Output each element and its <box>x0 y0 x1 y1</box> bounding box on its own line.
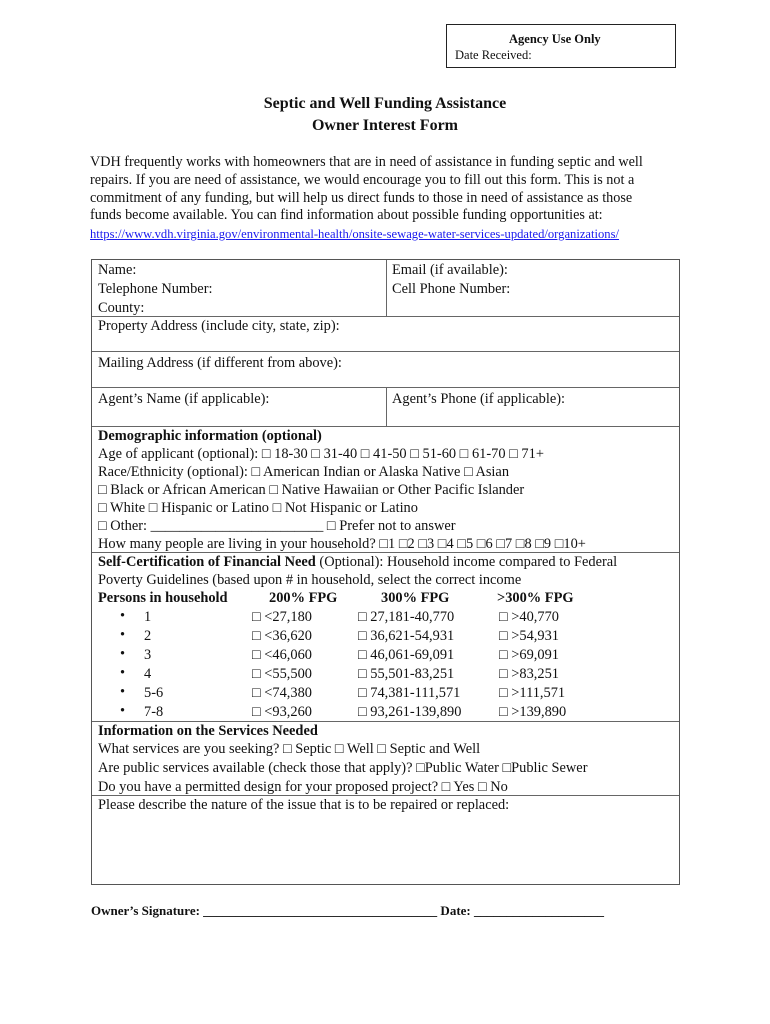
intro-line: VDH frequently works with homeowners that are in need of assistance in funding septic and well <box>90 154 643 170</box>
persons-value: 2 <box>144 628 152 644</box>
fpg300plus-option[interactable]: □ >40,770 <box>499 609 559 625</box>
form-title-line1: Septic and Well Funding Assistance <box>263 95 507 112</box>
intro-line: repairs. If you are need of assistance, we would encourage you to fill out this form. This is not a <box>90 171 635 188</box>
race-options-line3[interactable]: □ White □ Hispanic or Latino □ Not Hispanic or Latino <box>98 500 418 516</box>
column-divider <box>386 387 387 426</box>
row-divider <box>92 351 679 352</box>
col-300-header: 300% FPG <box>381 590 450 606</box>
fpg300plus-option[interactable]: □ >69,091 <box>499 647 559 663</box>
demographic-heading: Demographic information (optional) <box>98 428 322 444</box>
owner-signature-line[interactable]: Owner’s Signature: ____________________________________ Date: ____________________ <box>91 903 604 918</box>
fpg300-option[interactable]: □ 36,621-54,931 <box>358 628 455 644</box>
county-label[interactable]: County: <box>98 300 145 316</box>
agency-use-title: Agency Use Only <box>509 32 601 46</box>
persons-value: 3 <box>144 647 152 663</box>
funding-opportunities-link[interactable]: https://www.vdh.virginia.gov/environmental-health/onsite-sewage-water-services-updated/organizations/ <box>90 227 620 241</box>
financial-heading-bold: Self-Certification of Financial Need <box>98 554 316 570</box>
fpg200-option[interactable]: □ <74,380 <box>252 685 312 701</box>
financial-heading-rest: (Optional): Household income compared to Federal <box>315 554 618 570</box>
fpg200-option[interactable]: □ <55,500 <box>252 666 312 682</box>
intro-paragraph <box>90 154 690 225</box>
mailing-address-label[interactable]: Mailing Address (if different from above): <box>98 355 342 371</box>
fpg300-option[interactable]: □ 46,061-69,091 <box>358 647 455 663</box>
race-options-line4[interactable]: □ Other: ________________________ □ Prefer not to answer <box>98 518 456 534</box>
bullet-icon: • <box>120 703 126 719</box>
race-options-line2[interactable]: □ Black or African American □ Native Hawaiian or Other Pacific Islander <box>98 482 525 498</box>
permitted-design-options[interactable]: Do you have a permitted design for your proposed project? □ Yes □ No <box>98 779 508 795</box>
fpg300-option[interactable]: □ 27,181-40,770 <box>358 609 455 625</box>
col-200-header: 200% FPG <box>269 590 338 606</box>
issue-description-label[interactable]: Please describe the nature of the issue that is to be repaired or replaced: <box>98 797 510 813</box>
form-table <box>91 259 680 885</box>
cell-phone-label[interactable]: Cell Phone Number: <box>392 281 511 297</box>
fpg300plus-option[interactable]: □ >83,251 <box>499 666 559 682</box>
financial-subheading: Poverty Guidelines (based upon # in household, select the correct income <box>98 572 522 588</box>
race-options-line1[interactable]: Race/Ethnicity (optional): □ American Indian or Alaska Native □ Asian <box>98 464 510 480</box>
fpg200-option[interactable]: □ <36,620 <box>252 628 312 644</box>
fpg300plus-option[interactable]: □ >111,571 <box>499 685 566 701</box>
fpg300-option[interactable]: □ 93,261-139,890 <box>358 704 462 720</box>
email-label[interactable]: Email (if available): <box>392 262 508 278</box>
intro-line: commitment of any funding, but will help us direct funds to those in need of assistance as those <box>90 189 633 206</box>
persons-value: 1 <box>144 609 152 625</box>
form-title-line2: Owner Interest Form <box>311 117 459 134</box>
agency-use-box <box>446 24 676 68</box>
services-seeking-options[interactable]: What services are you seeking? □ Septic □ Well □ Septic and Well <box>98 741 481 757</box>
household-size-options[interactable]: How many people are living in your household? □1 □2 □3 □4 □5 □6 □7 □8 □9 □10+ <box>98 536 586 552</box>
bullet-icon: • <box>120 646 126 662</box>
col-persons-header: Persons in household <box>98 590 228 606</box>
bullet-icon: • <box>120 627 126 643</box>
fpg300plus-option[interactable]: □ >54,931 <box>499 628 559 644</box>
fpg200-option[interactable]: □ <46,060 <box>252 647 312 663</box>
column-divider <box>386 260 387 316</box>
financial-heading <box>98 553 617 571</box>
fpg200-option[interactable]: □ <27,180 <box>252 609 312 625</box>
fpg300-option[interactable]: □ 55,501-83,251 <box>358 666 455 682</box>
fpg300plus-option[interactable]: □ >139,890 <box>499 704 567 720</box>
public-services-options[interactable]: Are public services available (check those that apply)? □Public Water □Public Sewer <box>98 760 588 776</box>
persons-value: 5-6 <box>144 685 164 701</box>
telephone-label[interactable]: Telephone Number: <box>98 281 213 297</box>
name-label[interactable]: Name: <box>98 262 137 278</box>
bullet-icon: • <box>120 608 126 624</box>
fpg300-option[interactable]: □ 74,381-111,571 <box>358 685 461 701</box>
intro-line: funds become available. You can find information about possible funding opportunities at: <box>90 207 603 224</box>
services-heading: Information on the Services Needed <box>98 723 318 739</box>
persons-value: 4 <box>144 666 152 682</box>
col-300plus-header: >300% FPG <box>497 590 574 606</box>
agent-name-label[interactable]: Agent’s Name (if applicable): <box>98 391 270 407</box>
date-received-label: Date Received: <box>455 48 532 62</box>
age-options[interactable]: Age of applicant (optional): □ 18-30 □ 31-40 □ 41-50 □ 51-60 □ 61-70 □ 71+ <box>98 446 544 462</box>
persons-value: 7-8 <box>144 704 164 720</box>
bullet-icon: • <box>120 665 126 681</box>
property-address-label[interactable]: Property Address (include city, state, zip): <box>98 318 340 334</box>
fpg200-option[interactable]: □ <93,260 <box>252 704 312 720</box>
bullet-icon: • <box>120 684 126 700</box>
agent-phone-label[interactable]: Agent’s Phone (if applicable): <box>392 391 566 407</box>
